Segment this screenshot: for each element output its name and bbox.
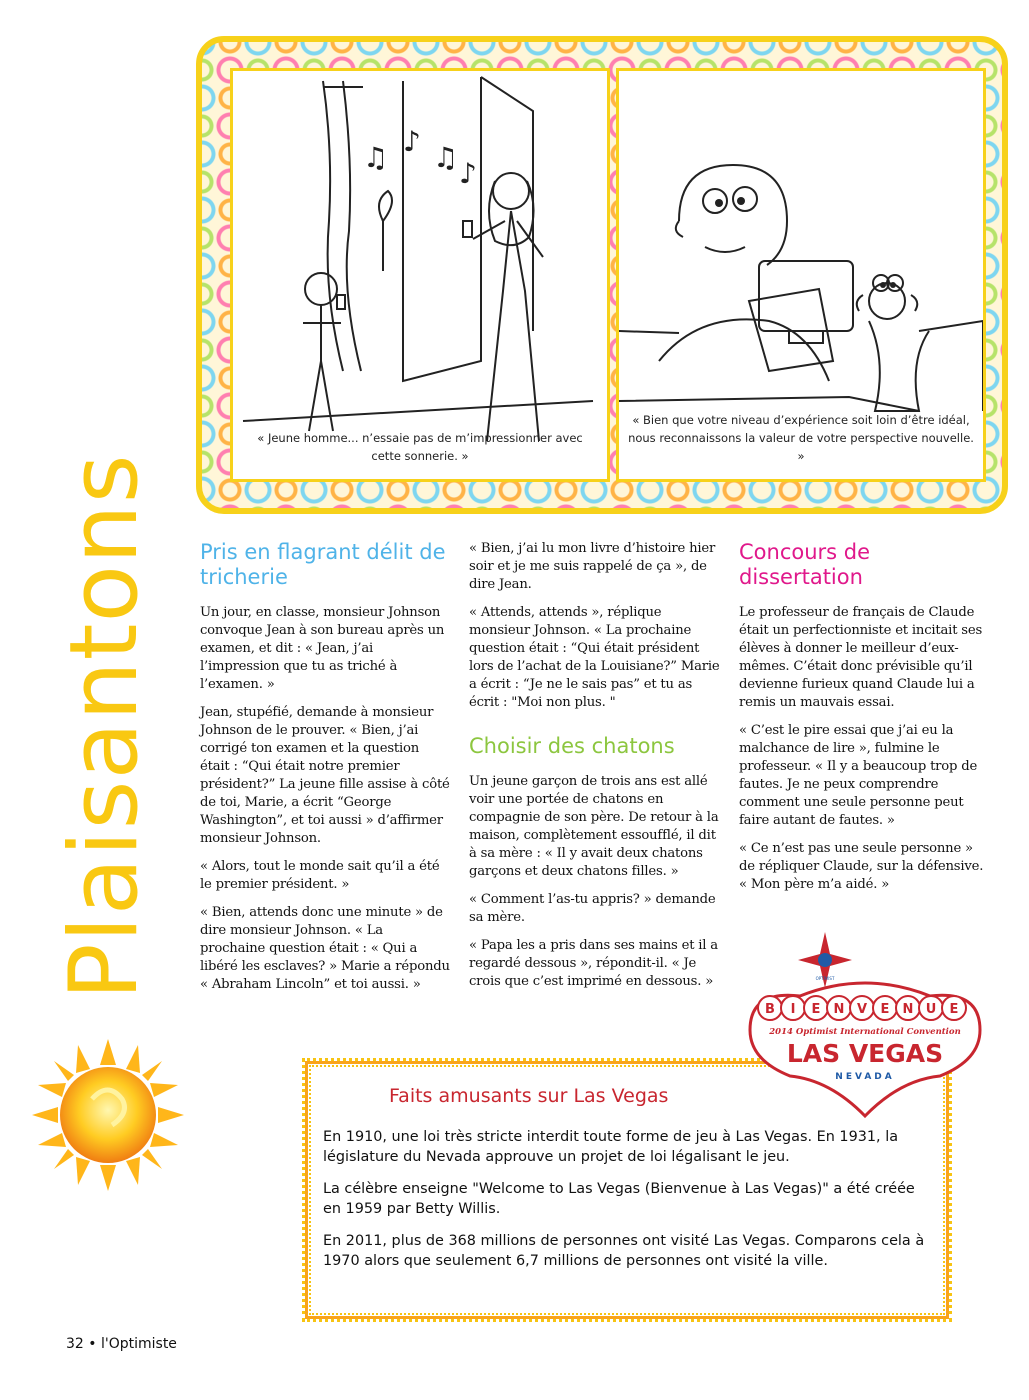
column-middle <box>469 540 721 1001</box>
article-paragraph: Un jeune garçon de trois ans est allé voir une portée de chatons en compagnie de son père. De retour à la maison, complètement essoufflé, il dit à sa mère : « Il y avait deux chatons garçons et deux chatons filles. » <box>469 774 719 879</box>
cartoon-panel-ringtone <box>230 68 610 482</box>
sign-letter: I <box>790 1002 796 1017</box>
article-paragraph: Jean, stupéfié, demande à monsieur Johnson de le prouver. « Bien, j’ai corrigé ton examen et la question était : “Qui était notre premier président?” La jeune fille assise à côté de toi, Marie, a écrit “George Washington”, et toi aussi » d’affirmer monsieur Johnson. <box>200 705 450 846</box>
article-paragraph: « Comment l’as-tu appris? » demande sa mère. <box>469 892 716 925</box>
fact-paragraph: En 2011, plus de 368 millions de personnes ont visité Las Vegas. Comparons cela à 1970 alors que seulement 6,7 millions de personnes ont visité la ville. <box>323 1233 925 1269</box>
optimist-logo-text: OPTIMIST <box>815 976 835 981</box>
column-left <box>200 540 450 1004</box>
facts-title: Faits amusants sur Las Vegas <box>389 1085 669 1107</box>
article-paragraph: « Bien, j’ai lu mon livre d’histoire hier soir et je me suis rappelé de ça », de dire Jean. <box>469 541 716 592</box>
sign-letter: E <box>949 1002 959 1017</box>
svg-text:♫: ♫ <box>363 141 389 174</box>
article-paragraph: « Ce n’est pas une seule personne » de répliquer Claude, sur la défensive. « Mon père m’a aidé. » <box>739 841 984 892</box>
cartoon-caption-ringtone: « Jeune homme... n’essaie pas de m’impressionner avec cette sonnerie. » <box>257 431 583 463</box>
article-paragraph: « Papa les a pris dans ses mains et il a regardé dessous », répondit-il. « Je crois que c’est imprimé en dessous. » <box>469 938 718 989</box>
sign-letter: E <box>880 1002 890 1017</box>
article-paragraph: Le professeur de français de Claude était un perfectionniste et incitait ses élèves à donner le meilleur d’eux-mêmes. C’était donc prévisible qu’il devienne furieux quand Claude lui a remis un mauvais essai. <box>739 605 983 710</box>
facts-body <box>323 1127 933 1283</box>
sign-letter: U <box>925 1002 937 1017</box>
fact-paragraph: La célèbre enseigne "Welcome to Las Vegas (Bienvenue à Las Vegas)" a été créée en 1959 par Betty Willis. <box>323 1181 915 1217</box>
article-title-kittens: Choisir des chatons <box>469 734 675 758</box>
svg-text:♪: ♪ <box>403 125 421 158</box>
sign-letter: B <box>765 1002 775 1017</box>
sign-letter: V <box>856 1002 868 1017</box>
article-title-cheating: Pris en flagrant délit de tricherie <box>200 540 446 589</box>
cartoon-frame <box>196 36 1008 514</box>
cartoon-panel-interview <box>616 68 986 482</box>
las-vegas-sign-logo <box>740 930 990 1120</box>
article-paragraph: « Bien, attends donc une minute » de dire monsieur Johnson. « La prochaine question était : « Qui a libéré les esclaves? » Marie a répondu « Abraham Lincoln” et toi aussi. » <box>200 905 450 992</box>
state-text: NEVADA <box>835 1072 895 1082</box>
article-paragraph: « C’est le pire essai que j’ai eu la malchance de lire », fulmine le professeur. « Il y a beaucoup trop de fautes. Je ne peux comprendre comment une seule personne peut faire autant de fautes. » <box>739 723 978 828</box>
fact-paragraph: En 1910, une loi très stricte interdit toute forme de jeu à Las Vegas. En 1931, la législature du Nevada approuve un projet de loi légalisant le jeu. <box>323 1129 899 1165</box>
column-right <box>739 540 984 904</box>
sign-letter: E <box>811 1002 821 1017</box>
cartoon-caption-interview: « Bien que votre niveau d’expérience soit loin d’être idéal, nous reconnaissons la valeur de votre perspective nouvelle. » <box>628 413 974 463</box>
article-paragraph: Un jour, en classe, monsieur Johnson convoque Jean à son bureau après un examen, et dit : « Jean, j’ai l’impression que tu as triché à l’examen. » <box>200 605 445 692</box>
article-paragraph: « Alors, tout le monde sait qu’il a été le premier président. » <box>200 859 440 892</box>
article-paragraph: « Attends, attends », réplique monsieur Johnson. « La prochaine question était : “Qui était président lors de l’achat de la Louisiane?” Marie a écrit : “Je ne le sais pas” et tu as écrit : "Moi non plus. " <box>469 605 720 710</box>
city-text: LAS VEGAS <box>786 1039 944 1068</box>
section-title-vertical: Plaisantons <box>50 453 159 1000</box>
sun-icon <box>28 1035 188 1195</box>
article-title-essay: Concours de dissertation <box>739 540 871 589</box>
sign-letter: N <box>833 1002 845 1017</box>
sign-letter: N <box>902 1002 914 1017</box>
page-footer: 32 • l'Optimiste <box>66 1336 177 1352</box>
convention-text: 2014 Optimist International Convention <box>769 1027 961 1037</box>
ringtone-cartoon-illustration <box>233 71 607 479</box>
svg-text:♪: ♪ <box>459 157 477 190</box>
svg-text:♫: ♫ <box>433 141 459 174</box>
